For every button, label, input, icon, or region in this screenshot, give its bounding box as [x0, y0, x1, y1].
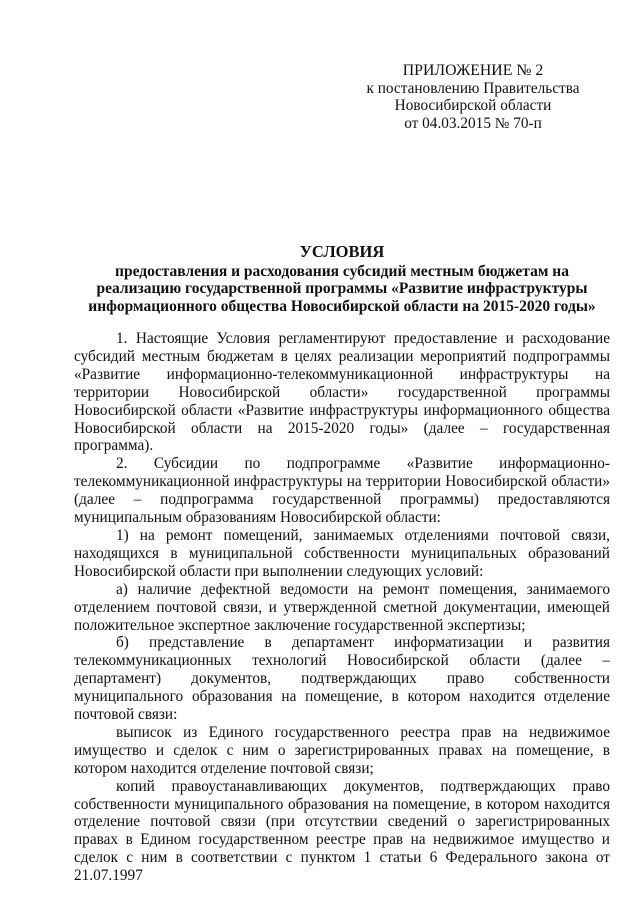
paragraph: а) наличие дефектной ведомости на ремонт помещения, занимаемого отделением почтовой связи, и утвержденной сметной документации, имеющей положительное экспертное заключение государственной экспертизы; [74, 580, 610, 634]
heading-subtitle: предоставления и расходования субсидий местным бюджетам на реализацию государственной программы «Развитие инфраструктуры информационного общества Новосибирской области на 2015-2020 годы» [88, 262, 596, 315]
paragraph: копий правоустанавливающих документов, подтверждающих право собственности муниципального образования на помещение, в котором находится отделение почтовой связи (при отсутствии сведений о зарегистрированных правах в Едином государственном реестре прав на недвижимое имущество и сделок с ним в соответствии с пунктом 1 статьи 6 Федерального закона от 21.07.1997 [74, 777, 610, 885]
heading-title: УСЛОВИЯ [299, 242, 385, 261]
paragraph: 1. Настоящие Условия регламентируют предоставление и расходование субсидий местным бюджетам в целях реализации мероприятий подпрограммы «Развитие информационно-телекоммуникационной инфраструктуры на территории Новосибирской области» государственной программы Новосибирской области «Развитие инфраструктуры информационного общества Новосибирской области на 2015-2020 годы» (далее – государственная программа). [74, 330, 610, 455]
appendix-title: ПРИЛОЖЕНИЕ № 2 [402, 62, 544, 79]
paragraph: выписок из Единого государственного реестра прав на недвижимое имущество и сделок с ним о зарегистрированных правах на помещение, в котором находится отделение почтовой связи; [74, 723, 610, 777]
document-body [74, 330, 610, 885]
appendix-line-region: Новосибирской области [394, 97, 552, 114]
paragraph: 2. Субсидии по подпрограмме «Развитие информационно-телекоммуникационной инфраструктуры на территории Новосибирской области» (далее – подпрограмма государственной программы) предоставляются муниципальным образованиям Новосибирской области: [74, 455, 610, 527]
appendix-line-resolution: к постановлению Правительства [366, 79, 580, 97]
document-heading [72, 243, 612, 315]
paragraph: б) представление в департамент информатизации и развития телекоммуникационных технологий Новосибирской области (далее – департамент) документов, подтверждающих право собственности муниципального образования на помещение, в котором находится отделение почтовой связи: [74, 634, 610, 724]
appendix-line-date: от 04.03.2015 № 70-п [404, 114, 542, 132]
appendix-block [358, 62, 588, 132]
paragraph: 1) на ремонт помещений, занимаемых отделениями почтовой связи, находящихся в муниципальной собственности муниципальных образований Новосибирской области при выполнении следующих условий: [74, 526, 610, 580]
